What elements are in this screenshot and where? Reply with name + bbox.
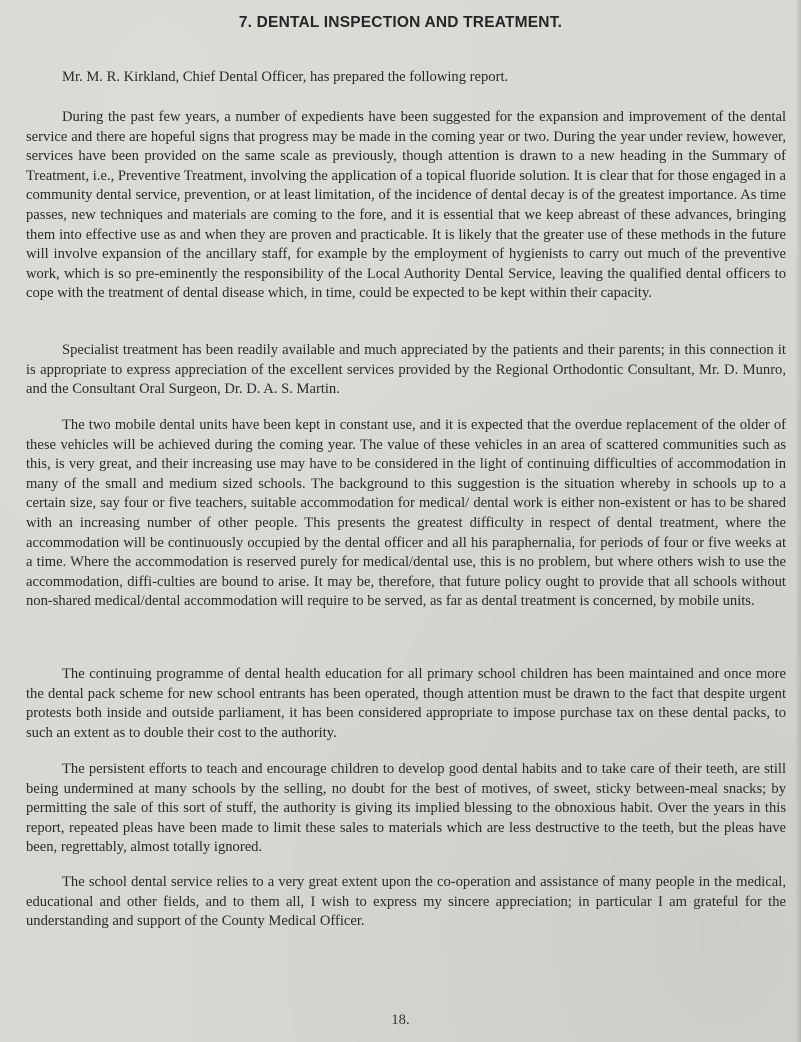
paragraph-dental-education: The continuing programme of dental health education for all primary school children has been maintained and once more the dental pack scheme for new school entrants has been operated, though attention must be drawn to the fact that despite urgent protests both inside and outside parliament, it has been considered appropriate to impose purchase tax on these dental packs, to such an extent as to double their cost to the authority. bbox=[26, 666, 786, 741]
paragraph-dental-habits: The persistent efforts to teach and encourage children to develop good dental habits and to take care of their teeth, are still being undermined at many schools by the selling, no doubt for the best of motives, of sweet, sticky between-meal snacks; by permitting the sale of this sort of stuff, the authority is giving its implied blessing to the obnoxious habit. Over the years in this report, repeated pleas have been made to limit these sales to materials which are less destructive to the teeth, but the pleas have been, regrettably, almost totally ignored. bbox=[26, 761, 786, 856]
page-edge-shadow bbox=[795, 0, 801, 1042]
paragraph-acknowledgements: The school dental service relies to a very great extent upon the co-operation and assistance of many people in the medical, educational and other fields, and to them all, I wish to express my sincere appreciation; in particular I am grateful for the understanding and support of the County Medical Officer. bbox=[26, 874, 786, 930]
paragraph-expedients: During the past few years, a number of expedients have been suggested for the expansion and improvement of the dental service and there are hopeful signs that progress may be made in the coming year or two. During the year under review, however, services have been provided on the same scale as previously, though attention is drawn to a new heading in the Summary of Treatment, i.e., Preventive Treatment, involving the application of a topical fluoride solution. It is clear that for those engaged in a community dental service, prevention, or at least limitation, of the incidence of dental decay is of the greatest importance. As time passes, new techniques and materials are coming to the fore, and it is essential that we keep abreast of these advances, bringing them into effective use as and when they are proven and practicable. It is likely that the greater use of these methods in the future will involve expansion of the ancillary staff, for example by the employment of hygienists to carry out much of the preventive work, which is so pre-eminently the responsibility of the Local Authority Dental Service, leaving the qualified dental officers to cope with the treatment of dental disease which, in time, could be expected to be kept within their capacity. bbox=[26, 109, 786, 302]
page-number: 18. bbox=[391, 1012, 410, 1028]
intro-line: Mr. M. R. Kirkland, Chief Dental Officer, has prepared the following report. bbox=[62, 69, 509, 85]
paragraph-specialist-treatment: Specialist treatment has been readily available and much appreciated by the patients and their parents; in this connection it is appropriate to express appreciation of the excellent services provided by the Regional Orthodontic Consultant, Mr. D. Munro, and the Consultant Oral Surgeon, Dr. D. A. S. Martin. bbox=[26, 342, 786, 398]
paragraph-mobile-units: The two mobile dental units have been kept in constant use, and it is expected that the overdue replacement of the older of these vehicles will be achieved during the coming year. The value of these vehicles in an area of scattered communities such as this, is very great, and their increasing use may have to be considered in the light of continuing difficulties of accommodation in many of the small and medium sized schools. The background to this suggestion is the situation whereby in schools up to a certain size, say four or five teachers, suitable accommodation for medical/ dental work is either non-existent or has to be shared with an increasing number of other people. This presents the greatest difficulty in respect of dental treatment, where the accommodation will be continuously occupied by the dental officer and all his paraphernalia, for periods of four or five weeks at a time. Where the accommodation is reserved purely for medical/dental use, this is no problem, but where others wish to use the accommodation, diffi-culties are bound to arise. It may be, therefore, that future policy ought to provide that all schools without non-shared medical/dental accommodation will require to be served, as far as dental treatment is concerned, by mobile units. bbox=[26, 417, 786, 610]
section-heading: 7. DENTAL INSPECTION AND TREATMENT. bbox=[238, 14, 563, 31]
